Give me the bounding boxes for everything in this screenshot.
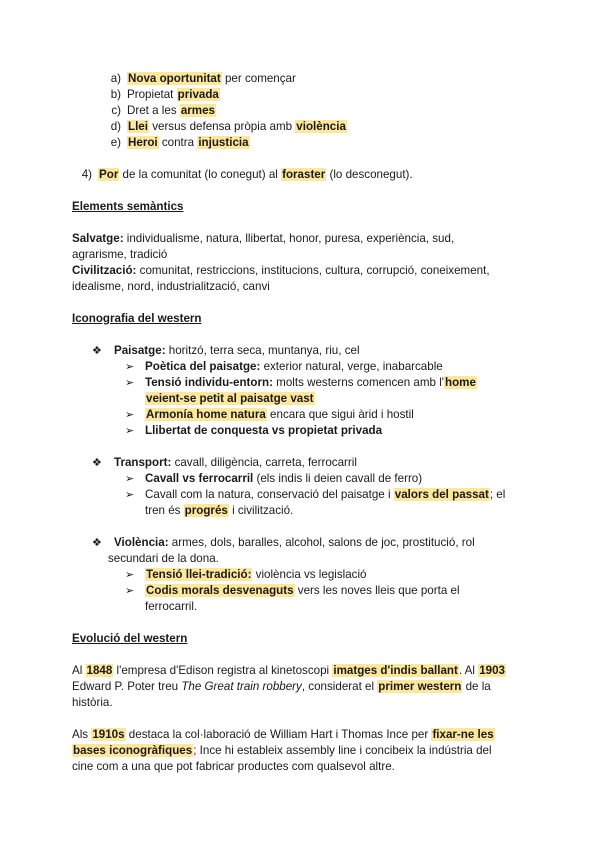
highlight: 1910s <box>92 728 125 741</box>
highlight: foraster <box>282 168 326 181</box>
list-text: Propietat <box>127 88 177 101</box>
evolucio-p2-line-3: cine com a una que pot fabricar productes com qualsevol altre. <box>72 760 395 773</box>
term-label: Tensió individu-entorn: <box>145 376 273 389</box>
term-label: Civilització: <box>72 264 137 277</box>
sub-bullet-armonia <box>125 407 414 423</box>
sub-bullet-tensio <box>125 375 477 391</box>
salvatge-line-2: agrarisme, tradició <box>72 248 168 261</box>
highlight: Heroi <box>128 136 158 149</box>
sub-bullet-cavall-ferro <box>125 471 422 487</box>
salvatge-line-1 <box>72 231 454 247</box>
sub-bullet-tensio-llei <box>125 567 367 583</box>
term-text: violència vs legislació <box>252 568 367 581</box>
list-marker: 4) <box>81 168 92 181</box>
list-marker: e) <box>110 136 121 149</box>
sub-bullet-codis-cont: ferrocarril. <box>145 600 198 613</box>
sub-bullet-cavall-natura <box>125 487 505 503</box>
list-text: versus defensa pròpia amb <box>148 120 296 133</box>
arrowhead-bullet-icon: ➢ <box>125 377 135 389</box>
highlight: 1903 <box>479 664 506 677</box>
para-text: destaca la col·laboració de William Hart i Thomas Ince per <box>125 728 432 741</box>
sub-bullet-llibertat <box>125 423 382 439</box>
sub-bullet-poetica <box>125 359 443 375</box>
diamond-bullet-icon: ❖ <box>92 537 102 549</box>
list-marker: c) <box>111 104 121 117</box>
highlight: imatges d'indis ballant <box>333 664 458 677</box>
highlight: violència <box>296 120 346 133</box>
highlight: veient-se petit al paisatge vast <box>146 392 314 405</box>
arrowhead-bullet-icon: ➢ <box>125 361 135 373</box>
diamond-bullet-icon: ❖ <box>92 345 102 357</box>
para-text: , considerat el <box>301 680 378 693</box>
highlight: fixar-ne les <box>432 728 494 741</box>
arrowhead-bullet-icon: ➢ <box>125 489 135 501</box>
term-label: Paisatge: <box>114 344 166 357</box>
evolucio-p2-line-1 <box>72 727 495 743</box>
highlight: 1848 <box>86 664 113 677</box>
list-text: per començar <box>221 72 296 85</box>
list-item-d <box>105 119 347 135</box>
highlight: injusticia <box>198 136 249 149</box>
arrowhead-bullet-icon: ➢ <box>125 425 135 437</box>
highlight: home <box>444 376 476 389</box>
evolucio-p1-line-1 <box>72 663 506 679</box>
section-heading-iconografia: Iconografia del western <box>72 312 202 325</box>
arrowhead-bullet-icon: ➢ <box>125 569 135 581</box>
evolucio-p1-line-3: història. <box>72 696 113 709</box>
bullet-violencia-cont: secundari de la dona. <box>108 552 219 565</box>
list-marker: a) <box>110 72 121 85</box>
highlight: bases iconogràfiques <box>73 744 193 757</box>
highlight: armes <box>180 104 216 117</box>
highlight: Armonía home natura <box>146 408 266 421</box>
list-item-4 <box>76 167 413 183</box>
list-text: (lo desconegut). <box>326 168 413 181</box>
highlight: primer western <box>378 680 462 693</box>
list-item-a <box>105 71 296 87</box>
sub-bullet-tensio-cont <box>145 391 315 407</box>
list-text: de la comunitat (lo conegut) al <box>119 168 282 181</box>
highlight: valors del passat <box>394 488 489 501</box>
list-item-c <box>105 103 216 119</box>
list-item-e <box>105 135 250 151</box>
highlight: Tensió llei-tradició: <box>146 568 252 581</box>
term-text: tren és <box>145 504 184 517</box>
term-text: Cavall com la natura, conservació del paisatge i <box>145 488 394 501</box>
highlight: Llei <box>128 120 148 133</box>
para-text: Als <box>72 728 92 741</box>
bullet-transport <box>92 455 357 471</box>
highlight: Por <box>99 168 119 181</box>
term-label: Transport: <box>114 456 172 469</box>
para-text: ; Ince hi estableix assembly line i concibeix la indústria del <box>193 744 492 757</box>
bullet-paisatge <box>92 343 360 359</box>
para-text: de la <box>462 680 491 693</box>
term-text: vers les noves lleis que porta el <box>294 584 460 597</box>
bullet-violencia <box>92 535 475 551</box>
highlight: progrés <box>184 504 228 517</box>
sub-bullet-codis <box>125 583 460 599</box>
term-text: i civilització. <box>228 504 294 517</box>
evolucio-p1-line-2 <box>72 679 491 695</box>
term-text: exterior natural, verge, inabarcable <box>260 360 443 373</box>
term-label: Violència: <box>114 536 169 549</box>
para-text: l'empresa d'Edison registra al kinetoscopi <box>113 664 333 677</box>
civil-line-1 <box>72 263 490 279</box>
diamond-bullet-icon: ❖ <box>92 457 102 469</box>
arrowhead-bullet-icon: ➢ <box>125 409 135 421</box>
list-item-b <box>105 87 220 103</box>
highlight: Codis morals desvenaguts <box>146 584 294 597</box>
arrowhead-bullet-icon: ➢ <box>125 473 135 485</box>
term-label: Poètica del paisatge: <box>145 360 261 373</box>
list-marker: b) <box>110 88 121 101</box>
section-heading-evolucio: Evolució del western <box>72 632 188 645</box>
highlight: privada <box>177 88 219 101</box>
evolucio-p2-line-2 <box>72 743 492 759</box>
arrowhead-bullet-icon: ➢ <box>125 585 135 597</box>
term-text: molts westerns comencen amb l' <box>272 376 444 389</box>
para-text: Al <box>72 664 86 677</box>
para-text: Edward P. Poter treu <box>72 680 182 693</box>
term-text: encara que sigui àrid i hostil <box>266 408 414 421</box>
sub-bullet-cavall-natura-cont <box>145 503 293 519</box>
term-label: Llibertat de conquesta vs propietat privada <box>145 424 383 437</box>
term-text: comunitat, restriccions, institucions, cultura, corrupció, coneixement, <box>136 264 490 277</box>
film-title: The Great train robbery <box>181 680 302 693</box>
term-label: Cavall vs ferrocarril <box>145 472 254 485</box>
term-label: Salvatge: <box>72 232 124 245</box>
list-marker: d) <box>110 120 121 133</box>
list-text: contra <box>158 136 198 149</box>
civil-line-2: idealisme, nord, industrialització, canvi <box>72 280 270 293</box>
highlight: Nova oportunitat <box>128 72 221 85</box>
term-text: (els indis li deien cavall de ferro) <box>253 472 423 485</box>
list-text: Dret a les <box>127 104 180 117</box>
section-heading-elements: Elements semàntics <box>72 200 184 213</box>
term-text: horitzó, terra seca, muntanya, riu, cel <box>165 344 360 357</box>
term-text: ; el <box>489 488 506 501</box>
term-text: individualisme, natura, llibertat, honor, puresa, experiència, sud, <box>123 232 455 245</box>
para-text: . Al <box>458 664 479 677</box>
term-text: armes, dols, baralles, alcohol, salons de joc, prostitució, rol <box>168 536 475 549</box>
term-text: cavall, diligència, carreta, ferrocarril <box>171 456 357 469</box>
